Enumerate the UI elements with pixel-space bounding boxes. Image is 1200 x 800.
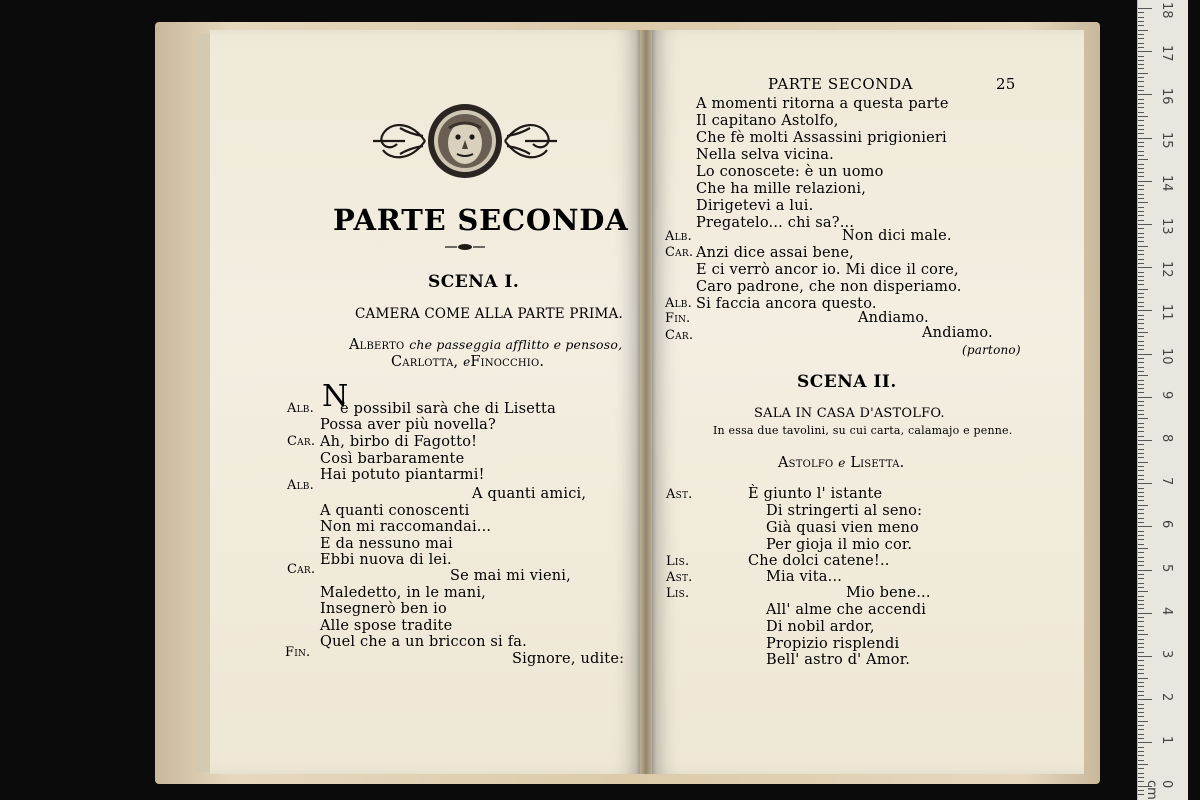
ruler-tick xyxy=(1138,233,1144,234)
verse-line: Il capitano Astolfo, xyxy=(696,113,839,129)
ruler-tick xyxy=(1138,38,1144,39)
ruler-number: 2 xyxy=(1159,693,1174,702)
speaker-label: Fin. xyxy=(285,645,311,660)
verse-line: Si faccia ancora questo. xyxy=(696,296,877,312)
ruler-tick xyxy=(1138,423,1144,424)
ruler-tick xyxy=(1138,518,1144,519)
speaker-label: Alb. xyxy=(665,296,692,311)
verse-line: E da nessuno mai xyxy=(320,536,453,552)
ruler-tick xyxy=(1138,431,1144,432)
ruler-tick xyxy=(1138,768,1144,769)
ruler-tick xyxy=(1138,466,1144,467)
verse-line: Non dici male. xyxy=(842,228,952,244)
ruler-tick xyxy=(1138,155,1144,156)
ruler-tick xyxy=(1138,578,1144,579)
verse-line: Andiamo. xyxy=(858,310,929,326)
ruler-tick xyxy=(1138,526,1152,527)
verse-line: Per gioja il mio cor. xyxy=(766,537,913,553)
ruler-tick xyxy=(1138,289,1148,290)
ruler-tick xyxy=(1138,686,1144,687)
book-gutter xyxy=(636,30,656,774)
speaker-label: Alb. xyxy=(287,478,314,493)
ruler-tick xyxy=(1138,43,1144,44)
ruler-tick xyxy=(1138,626,1144,627)
ruler-tick xyxy=(1138,574,1144,575)
ruler-tick xyxy=(1138,462,1148,463)
ruler-tick xyxy=(1138,522,1144,523)
ruler-tick xyxy=(1138,470,1144,471)
ruler-tick xyxy=(1138,323,1144,324)
character-alberto: Alberto xyxy=(349,337,405,353)
verse-line: è possibil sarà che di Lisetta xyxy=(340,401,556,417)
verse-line: Insegnerò ben io xyxy=(320,601,447,617)
ruler-tick xyxy=(1138,306,1144,307)
scene-setting: SALA IN CASA D'ASTOLFO. xyxy=(754,406,945,421)
verse-line: E ci verrò ancor io. Mi dice il core, xyxy=(696,262,959,278)
ruler-tick xyxy=(1138,600,1144,601)
flourish-icon xyxy=(443,243,487,251)
ruler-tick xyxy=(1138,535,1144,536)
ruler-number: 7 xyxy=(1159,477,1174,486)
ruler-tick xyxy=(1138,414,1144,415)
ruler-tick xyxy=(1138,647,1144,648)
ruler-tick xyxy=(1138,388,1144,389)
ruler-tick xyxy=(1138,712,1144,713)
ruler-number: 16 xyxy=(1159,88,1174,105)
ruler-tick xyxy=(1138,51,1152,52)
ruler-tick xyxy=(1138,142,1144,143)
ruler-tick xyxy=(1138,81,1144,82)
ruler-tick xyxy=(1138,548,1148,549)
ruler-tick xyxy=(1138,319,1144,320)
verse-line: Che dolci catene!.. xyxy=(748,553,890,569)
ruler-tick xyxy=(1138,362,1144,363)
ruler-tick xyxy=(1138,639,1144,640)
ruler-tick xyxy=(1138,332,1148,333)
verse-line: Già quasi vien meno xyxy=(766,520,919,536)
ruler-tick xyxy=(1138,17,1144,18)
ruler-tick xyxy=(1138,544,1144,545)
speaker-label: Fin. xyxy=(665,311,691,326)
stage-direction: che passeggia afflitto e pensoso, xyxy=(409,337,623,352)
ruler-tick xyxy=(1138,336,1144,337)
ruler-tick xyxy=(1138,596,1144,597)
ruler-tick xyxy=(1138,509,1144,510)
ruler-tick xyxy=(1138,64,1144,65)
ruler-tick xyxy=(1138,630,1144,631)
ruler-tick xyxy=(1138,263,1144,264)
verse-line: Mio bene... xyxy=(846,585,931,601)
ruler-tick xyxy=(1138,513,1144,514)
ruler-tick xyxy=(1138,583,1144,584)
ruler-tick xyxy=(1138,328,1144,329)
ruler-tick xyxy=(1138,401,1144,402)
character-astolfo: Astolfo xyxy=(778,455,834,471)
ruler-tick xyxy=(1138,12,1144,13)
ruler-tick xyxy=(1138,107,1144,108)
ruler-tick xyxy=(1138,185,1144,186)
speaker-label: Alb. xyxy=(287,401,314,416)
ruler-tick xyxy=(1138,375,1148,376)
ruler-tick xyxy=(1138,259,1144,260)
ruler-tick xyxy=(1138,505,1148,506)
ruler-tick xyxy=(1138,665,1144,666)
verse-line: Di stringerti al seno: xyxy=(766,503,923,519)
ruler-number: 18 xyxy=(1159,2,1174,19)
ruler-tick xyxy=(1138,8,1152,9)
verse-line: Alle spose tradite xyxy=(320,618,453,634)
ruler-tick xyxy=(1138,669,1144,670)
verse-line: All' alme che accendi xyxy=(766,602,927,618)
ruler-number: 17 xyxy=(1159,45,1174,62)
ruler-number: 0 cm xyxy=(1144,779,1174,800)
ruler-tick xyxy=(1138,708,1144,709)
ruler-tick xyxy=(1138,738,1144,739)
ruler-tick xyxy=(1138,302,1144,303)
ruler-tick xyxy=(1138,47,1144,48)
ruler-tick xyxy=(1138,246,1148,247)
measuring-ruler xyxy=(1137,0,1188,800)
ruler-tick xyxy=(1138,777,1144,778)
ruler-tick xyxy=(1138,475,1144,476)
speaker-label: Lis. xyxy=(666,586,690,601)
speaker-label: Alb. xyxy=(665,229,692,244)
verse-line: Che ha mille relazioni, xyxy=(696,181,867,197)
ruler-tick xyxy=(1138,237,1144,238)
ruler-tick xyxy=(1138,172,1144,173)
ruler-tick xyxy=(1138,453,1144,454)
ruler-tick xyxy=(1138,341,1144,342)
ruler-tick xyxy=(1138,742,1152,743)
ruler-tick xyxy=(1138,751,1144,752)
scene-heading: SCENA II. xyxy=(797,372,897,392)
verse-line: A momenti ritorna a questa parte xyxy=(696,96,949,112)
ruler-tick xyxy=(1138,682,1144,683)
running-head: PARTE SECONDA xyxy=(768,75,914,93)
ruler-tick xyxy=(1138,734,1144,735)
ruler-tick xyxy=(1138,276,1144,277)
ruler-tick xyxy=(1138,479,1144,480)
ruler-tick xyxy=(1138,358,1144,359)
verse-line: A quanti amici, xyxy=(472,486,587,502)
ruler-tick xyxy=(1138,293,1144,294)
verse-line: Nella selva vicina. xyxy=(696,147,834,163)
ruler-tick xyxy=(1138,297,1144,298)
ruler-tick xyxy=(1138,643,1144,644)
ruler-tick xyxy=(1138,380,1144,381)
verse-line: Caro padrone, che non disperiamo. xyxy=(696,279,962,295)
ruler-tick xyxy=(1138,138,1152,139)
ruler-tick xyxy=(1138,189,1144,190)
ruler-tick xyxy=(1138,211,1144,212)
ruler-tick xyxy=(1138,557,1144,558)
mask-ornament-icon xyxy=(365,100,565,182)
ruler-tick xyxy=(1138,315,1144,316)
ruler-tick xyxy=(1138,133,1144,134)
verse-line: Maledetto, in le mani, xyxy=(320,585,486,601)
verse-line: Lo conoscete: è un uomo xyxy=(696,164,884,180)
ruler-tick xyxy=(1138,241,1144,242)
ruler-tick xyxy=(1138,721,1148,722)
ruler-tick xyxy=(1138,496,1144,497)
ruler-tick xyxy=(1138,220,1144,221)
ruler-tick xyxy=(1138,617,1144,618)
character-list xyxy=(778,455,904,471)
ruler-tick xyxy=(1138,561,1144,562)
ruler-tick xyxy=(1138,457,1144,458)
ruler-tick xyxy=(1138,397,1152,398)
ruler-tick xyxy=(1138,198,1144,199)
ruler-tick xyxy=(1138,691,1144,692)
ruler-number: 4 xyxy=(1159,606,1174,616)
verse-line: Ah, birbo di Fagotto! xyxy=(320,434,478,450)
ruler-tick xyxy=(1138,699,1152,700)
ruler-tick xyxy=(1138,125,1144,126)
ruler-tick xyxy=(1138,103,1144,104)
ruler-number: 15 xyxy=(1159,131,1174,149)
verse-line: Hai potuto piantarmi! xyxy=(320,467,485,483)
ruler-tick xyxy=(1138,68,1144,69)
ruler-tick xyxy=(1138,704,1144,705)
ruler-tick xyxy=(1138,94,1152,95)
ruler-number: 3 xyxy=(1159,650,1174,659)
verse-line: Possa aver più novella? xyxy=(320,417,496,433)
speaker-label: Ast. xyxy=(666,487,693,502)
ruler-tick xyxy=(1138,164,1144,165)
ruler-tick xyxy=(1138,449,1144,450)
ruler-tick xyxy=(1138,151,1144,152)
ruler-tick xyxy=(1138,427,1144,428)
ruler-tick xyxy=(1138,21,1144,22)
ruler-tick xyxy=(1138,500,1144,501)
ruler-number: 1 xyxy=(1159,736,1174,745)
ruler-tick xyxy=(1138,25,1144,26)
scene-heading: SCENA I. xyxy=(428,272,520,292)
verse-line: Signore, udite: xyxy=(512,651,625,667)
ruler-tick xyxy=(1138,587,1144,588)
ruler-tick xyxy=(1138,440,1152,441)
ruler-tick xyxy=(1138,56,1144,57)
ruler-tick xyxy=(1138,86,1144,87)
speaker-label: Car. xyxy=(287,434,316,449)
verse-line: Anzi dice assai bene, xyxy=(696,245,854,261)
ruler-number: 14 xyxy=(1159,174,1174,192)
ruler-tick xyxy=(1138,129,1144,130)
ruler-tick xyxy=(1138,418,1148,419)
conjunction: e xyxy=(463,355,471,369)
ruler-tick xyxy=(1138,678,1148,679)
ruler-number: 6 xyxy=(1159,520,1174,529)
ruler-tick xyxy=(1138,613,1152,614)
character-carlotta: Carlotta, xyxy=(391,354,459,370)
ruler-tick xyxy=(1138,492,1144,493)
verse-line: Così barbaramente xyxy=(320,451,465,467)
stage-direction: (partono) xyxy=(962,343,1021,357)
speaker-label: Lis. xyxy=(666,554,690,569)
character-list xyxy=(391,354,544,370)
ruler-tick xyxy=(1138,652,1144,653)
verse-line: Mia vita... xyxy=(766,569,843,585)
verse-line: Di nobil ardor, xyxy=(766,619,875,635)
speaker-label: Ast. xyxy=(666,570,693,585)
ruler-tick xyxy=(1138,345,1144,346)
setting-detail: In essa due tavolini, su cui carta, calamajo e penne. xyxy=(713,424,1013,437)
ruler-tick xyxy=(1138,99,1144,100)
ruler-tick xyxy=(1138,608,1144,609)
verse-line: Pregatelo... chi sa?... xyxy=(696,215,855,231)
ruler-tick xyxy=(1138,604,1144,605)
ruler-tick xyxy=(1138,228,1144,229)
speaker-label: Car. xyxy=(665,245,694,260)
character-direction xyxy=(349,337,622,353)
page-title: PARTE SECONDA xyxy=(333,203,629,237)
ruler-number: 9 xyxy=(1159,390,1174,400)
ruler-tick xyxy=(1138,73,1148,74)
ruler-number: 8 xyxy=(1159,434,1174,443)
ruler-tick xyxy=(1138,436,1144,437)
ruler-tick xyxy=(1138,224,1152,225)
ruler-tick xyxy=(1138,116,1148,117)
ruler-tick xyxy=(1138,267,1152,268)
ruler-tick xyxy=(1138,695,1144,696)
ruler-tick xyxy=(1138,349,1144,350)
ruler-tick xyxy=(1138,764,1148,765)
ruler-tick xyxy=(1138,392,1144,393)
verse-line: Andiamo. xyxy=(922,325,993,341)
ruler-tick xyxy=(1138,250,1144,251)
ruler-number: 12 xyxy=(1159,261,1174,278)
page-number: 25 xyxy=(996,75,1016,93)
ruler-tick xyxy=(1138,405,1144,406)
ruler-tick xyxy=(1138,371,1144,372)
ruler-number: 10 xyxy=(1159,347,1174,365)
ruler-tick xyxy=(1138,660,1144,661)
ruler-tick xyxy=(1138,570,1152,571)
verse-line: Che fè molti Assassini prigionieri xyxy=(696,130,947,146)
ruler-number: 13 xyxy=(1159,218,1174,235)
ruler-tick xyxy=(1138,531,1144,532)
ruler-number: 5 xyxy=(1159,563,1174,572)
ruler-tick xyxy=(1138,729,1144,730)
ruler-tick xyxy=(1138,384,1144,385)
ruler-tick xyxy=(1138,77,1144,78)
ruler-tick xyxy=(1138,120,1144,121)
ruler-tick xyxy=(1138,354,1152,355)
ruler-tick xyxy=(1138,202,1148,203)
ruler-tick xyxy=(1138,760,1144,761)
ruler-tick xyxy=(1138,280,1144,281)
ruler-tick xyxy=(1138,159,1148,160)
character-lisetta: Lisetta. xyxy=(850,455,905,471)
ruler-tick xyxy=(1138,488,1144,489)
ruler-tick xyxy=(1138,747,1144,748)
speaker-label: Car. xyxy=(287,562,316,577)
scene-setting: CAMERA COME ALLA PARTE PRIMA. xyxy=(355,306,623,322)
character-finocchio: Finocchio. xyxy=(470,354,545,370)
ruler-tick xyxy=(1138,410,1144,411)
ruler-tick xyxy=(1138,90,1144,91)
conjunction: e xyxy=(838,456,846,470)
ruler-tick xyxy=(1138,207,1144,208)
ruler-tick xyxy=(1138,773,1144,774)
verse-line: Propizio risplendi xyxy=(766,636,900,652)
ruler-tick xyxy=(1138,591,1148,592)
ruler-tick xyxy=(1138,552,1144,553)
verse-line: Dirigetevi a lui. xyxy=(696,198,814,214)
ruler-tick xyxy=(1138,112,1144,113)
verse-line: Se mai mi vieni, xyxy=(450,568,571,584)
ruler-tick xyxy=(1138,539,1144,540)
ruler-tick xyxy=(1138,181,1152,182)
ruler-tick xyxy=(1138,194,1144,195)
ruler-tick xyxy=(1138,634,1148,635)
verse-line: Quel che a un briccon si fa. xyxy=(320,634,527,650)
speaker-label: Car. xyxy=(665,328,694,343)
ruler-tick xyxy=(1138,755,1144,756)
ruler-number: 11 xyxy=(1159,304,1174,321)
ruler-tick xyxy=(1138,565,1144,566)
ruler-tick xyxy=(1138,254,1144,255)
drop-cap: N xyxy=(322,379,349,414)
ruler-tick xyxy=(1138,146,1144,147)
ruler-tick xyxy=(1138,176,1144,177)
ruler-tick xyxy=(1138,310,1152,311)
ruler-tick xyxy=(1138,60,1144,61)
ruler-tick xyxy=(1138,656,1152,657)
verse-line: Non mi raccomandai... xyxy=(320,519,492,535)
ruler-tick xyxy=(1138,725,1144,726)
ruler-tick xyxy=(1138,716,1144,717)
ruler-tick xyxy=(1138,367,1144,368)
verse-line: Ebbi nuova di lei. xyxy=(320,552,452,568)
ruler-tick xyxy=(1138,483,1152,484)
ruler-tick xyxy=(1138,168,1144,169)
ruler-tick xyxy=(1138,272,1144,273)
verse-line: A quanti conoscenti xyxy=(320,503,470,519)
ruler-tick xyxy=(1138,284,1144,285)
ruler-tick xyxy=(1138,34,1144,35)
ruler-tick xyxy=(1138,673,1144,674)
ruler-tick xyxy=(1138,444,1144,445)
ruler-tick xyxy=(1138,621,1144,622)
verse-line: Bell' astro d' Amor. xyxy=(766,652,911,668)
verse-line: È giunto l' istante xyxy=(748,486,883,502)
ruler-tick xyxy=(1138,30,1148,31)
ruler-tick xyxy=(1138,215,1144,216)
